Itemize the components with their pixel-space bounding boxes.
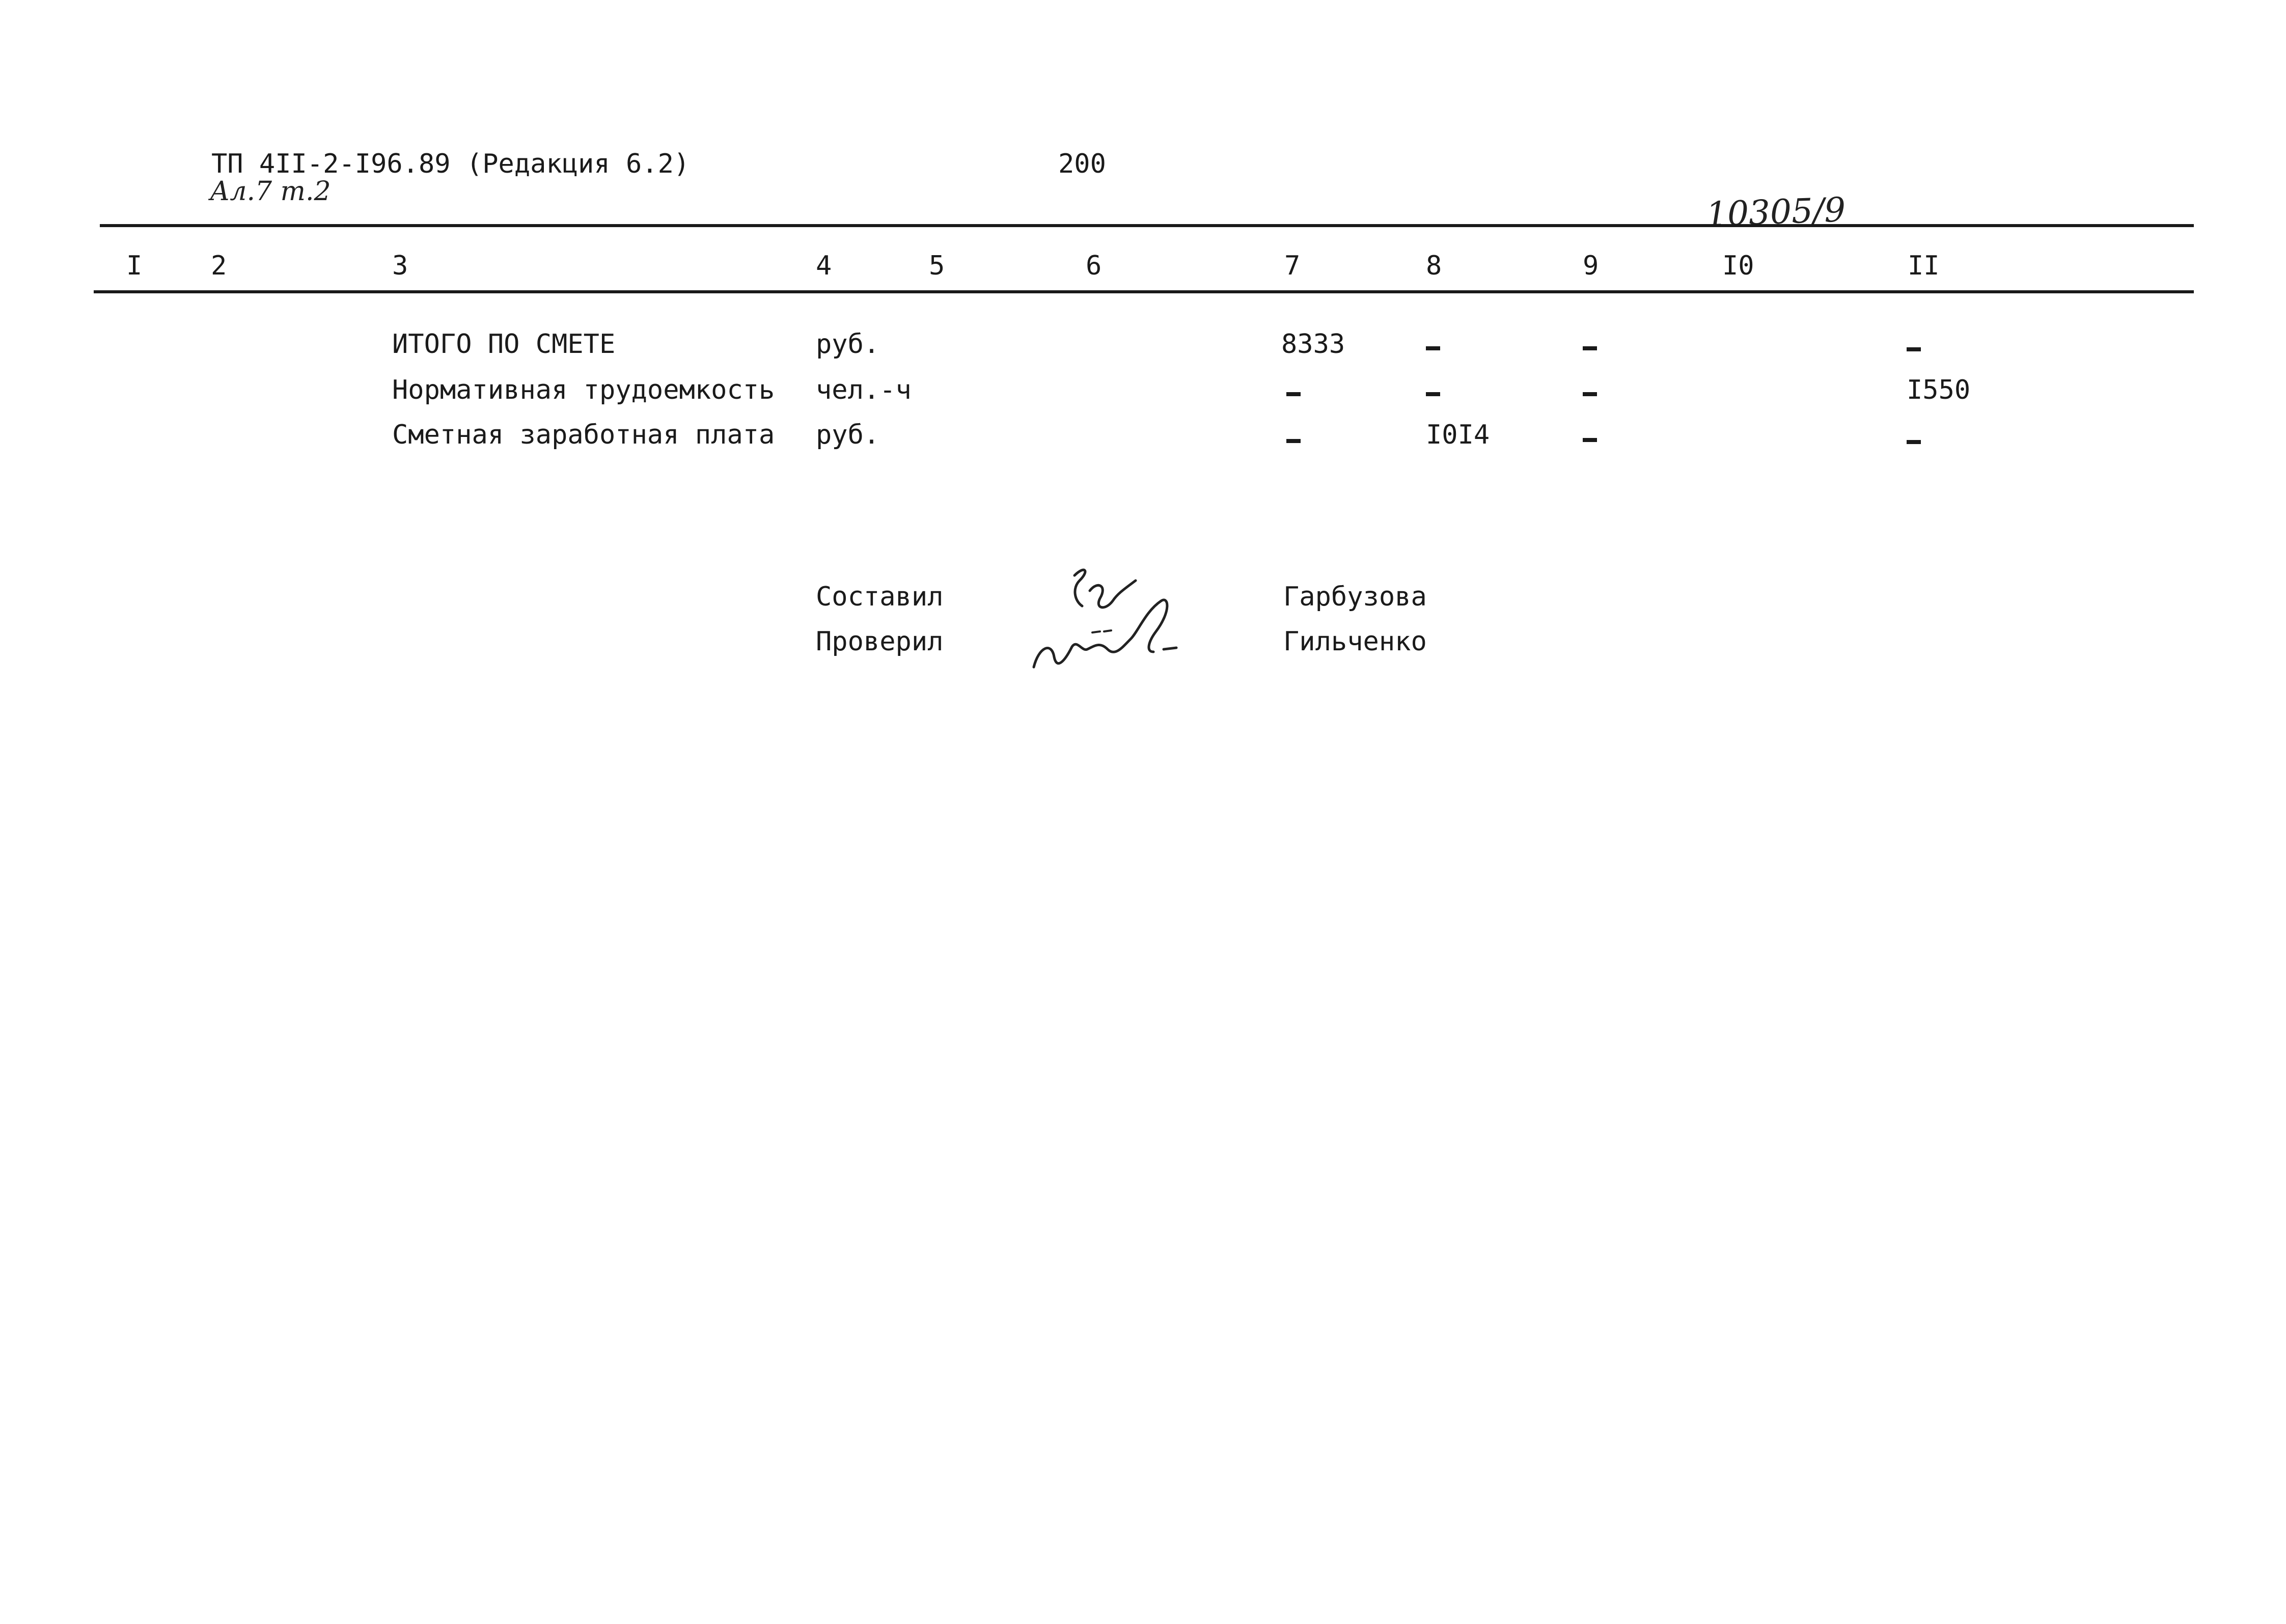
column-number: 2 bbox=[211, 251, 227, 281]
column-number: 5 bbox=[929, 251, 945, 281]
cell-col9-dash bbox=[1583, 346, 1597, 350]
column-number: I bbox=[126, 251, 143, 281]
sheet-mark: Ал.7 т.2 bbox=[210, 176, 331, 207]
document-code: ТП 4II-2-I96.89 (Редакция 6.2) bbox=[211, 149, 690, 179]
column-number: I0 bbox=[1722, 251, 1754, 281]
column-number: 6 bbox=[1086, 251, 1102, 281]
cell-col8: I0I4 bbox=[1426, 420, 1490, 450]
row-name: Сметная заработная плата bbox=[392, 420, 775, 450]
row-unit: руб. bbox=[816, 329, 880, 360]
cell-col11: I550 bbox=[1907, 375, 1971, 405]
cell-col7-dash bbox=[1286, 439, 1301, 443]
column-number: 8 bbox=[1426, 251, 1442, 281]
column-number: 9 bbox=[1583, 251, 1599, 281]
row-unit: чел.-ч bbox=[816, 375, 912, 405]
column-number: 3 bbox=[392, 251, 408, 281]
row-name: ИТОГО ПО СМЕТЕ bbox=[392, 329, 616, 360]
cell-col11-dash bbox=[1907, 347, 1921, 351]
archive-number: 10305/9 bbox=[1705, 190, 1847, 234]
row-name: Нормативная трудоемкость bbox=[392, 375, 775, 405]
column-number: 7 bbox=[1284, 251, 1301, 281]
checker-signature-image bbox=[1024, 591, 1187, 677]
cell-col11-dash bbox=[1907, 440, 1921, 444]
cell-col9-dash bbox=[1583, 392, 1597, 396]
column-number: 4 bbox=[816, 251, 832, 281]
page-number: 200 bbox=[1058, 149, 1106, 179]
cell-col9-dash bbox=[1583, 438, 1597, 442]
row-unit: руб. bbox=[816, 420, 880, 450]
compiled-name: Гарбузова bbox=[1283, 582, 1427, 612]
table-header-bottom-rule bbox=[94, 290, 2194, 293]
column-number: II bbox=[1908, 251, 1940, 281]
cell-col7: 8333 bbox=[1281, 329, 1345, 360]
cell-col8-dash bbox=[1426, 392, 1440, 396]
checked-label: Проверил bbox=[816, 626, 944, 657]
cell-col8-dash bbox=[1426, 346, 1440, 350]
table-top-rule bbox=[100, 224, 2194, 227]
compiled-label: Составил bbox=[816, 582, 944, 612]
checked-name: Гильченко bbox=[1283, 626, 1427, 657]
cell-col7-dash bbox=[1286, 392, 1301, 396]
